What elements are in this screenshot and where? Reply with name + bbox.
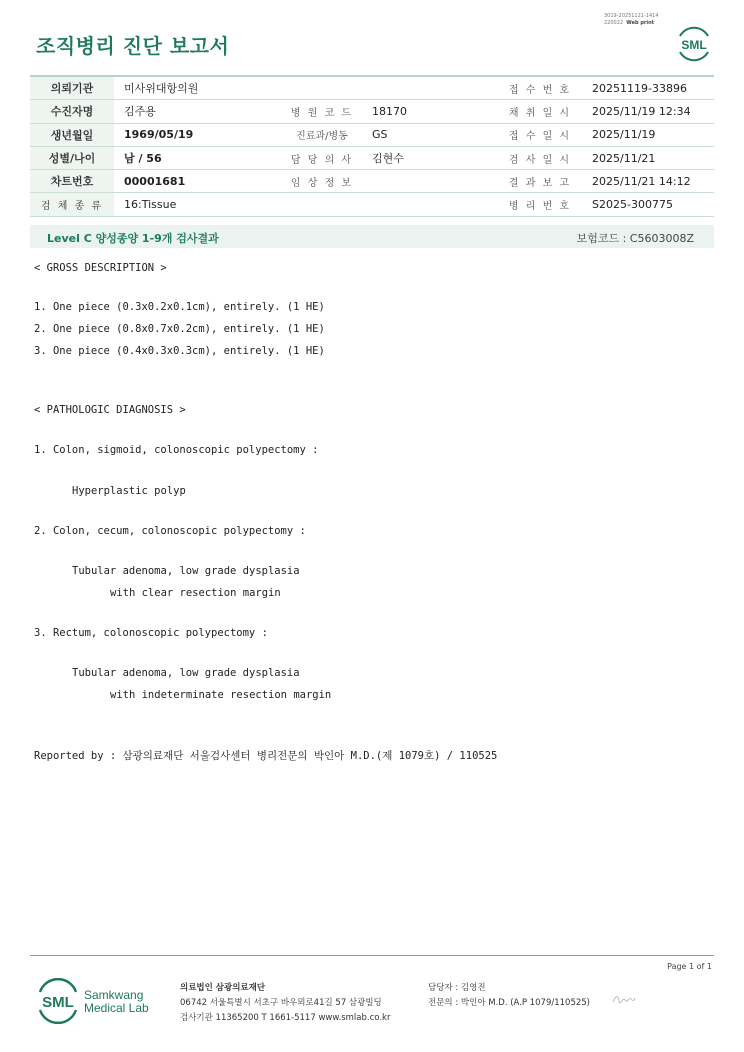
value-hospital-code: 18170 [362, 100, 498, 123]
page-title: 조직병리 진단 보고서 [36, 34, 230, 58]
value-receipt-number: 20251119-33896 [582, 76, 714, 100]
footer-logo [36, 978, 156, 1028]
page-number: Page 1 of 1 [667, 962, 712, 971]
label-hospital-code: 병 원 코 드 [282, 100, 362, 123]
logo-text: SML [42, 994, 74, 1011]
info-row [30, 76, 714, 100]
diagnosis-2-title: 2. Colon, cecum, colonoscopic polypectomy : [34, 525, 306, 537]
gross-item-2: 2. One piece (0.8x0.7x0.2cm), entirely. (1 HE) [34, 323, 325, 335]
value-test-date: 2025/11/21 [582, 146, 714, 169]
web-print-label: Web print [626, 20, 655, 26]
label-specimen-type: 검 체 종 류 [30, 193, 114, 216]
diagnosis-3-title: 3. Rectum, colonoscopic polypectomy : [34, 627, 268, 639]
info-row [30, 100, 714, 123]
value-pathology-number: S2025-300775 [582, 193, 714, 216]
logo-text: SML [681, 38, 707, 52]
info-row [30, 146, 714, 169]
label-patient-name: 수진자명 [30, 100, 114, 123]
test-level-title: Level C 양성종양 1-9개 검사결과 [47, 232, 219, 245]
value-chart-number: 00001681 [114, 170, 282, 193]
label-chart-number: 차트번호 [30, 170, 114, 193]
brand-name [84, 989, 149, 1015]
specialist-name: 전문의 : 박인아 M.D. (A.P 1079/110525) [428, 998, 590, 1008]
value-birth-date: 1969/05/19 [114, 123, 282, 146]
test-level-bar [30, 225, 714, 248]
patient-info-table [30, 75, 714, 217]
value-sex-age: 남 / 56 [114, 146, 282, 169]
label-test-date: 검 사 일 시 [498, 146, 582, 169]
diagnosis-3-result: Tubular adenoma, low grade dysplasia [72, 667, 300, 679]
info-row [30, 193, 714, 216]
staff-info [428, 981, 590, 1011]
label-birth-date: 생년월일 [30, 123, 114, 146]
label-collection-datetime: 채 취 일 시 [498, 100, 582, 123]
manager-name: 담당자 : 김영진 [428, 983, 486, 993]
value-clinical-info [362, 170, 498, 193]
org-address: 06742 서울특별시 서초구 바우뫼로41길 57 삼광빌딩 [180, 998, 382, 1008]
label-requesting-org: 의뢰기관 [30, 76, 114, 100]
gross-item-3: 3. One piece (0.4x0.3x0.3cm), entirely. (1 HE) [34, 345, 325, 357]
label-clinical-info: 임 상 정 보 [282, 170, 362, 193]
reported-by: Reported by : 삼광의료재단 서울검사센터 병리전문의 박인아 M.D.(제 1079호) / 110525 [34, 750, 498, 762]
org-info [180, 981, 390, 1026]
label-result-report: 결 과 보 고 [498, 170, 582, 193]
diagnosis-1-result: Hyperplastic polyp [72, 485, 186, 497]
diagnosis-header: < PATHOLOGIC DIAGNOSIS > [34, 404, 186, 416]
value-result-report: 2025/11/21 14:12 [582, 170, 714, 193]
brand-line1: Samkwang [84, 988, 144, 1002]
label-department: 진료과/병동 [282, 123, 362, 146]
label-pathology-number: 병 리 번 호 [498, 193, 582, 216]
label-doctor: 담 당 의 사 [282, 146, 362, 169]
sml-logo-icon [676, 26, 712, 62]
gross-item-1: 1. One piece (0.3x0.2x0.1cm), entirely. (1 HE) [34, 301, 325, 313]
print-id-line1: 3019-20251121-1414 [604, 13, 659, 19]
value-requesting-org: 미사위대항의원 [114, 76, 498, 100]
footer-divider [30, 955, 714, 956]
brand-line2: Medical Lab [84, 1001, 149, 1015]
info-row [30, 170, 714, 193]
org-name: 의료법인 삼광의료재단 [180, 983, 266, 993]
diagnosis-3-margin: with indeterminate resection margin [110, 689, 332, 701]
value-specimen-type: 16:Tissue [114, 193, 498, 216]
org-contact: 검사기관 11365200 T 1661-5117 www.smlab.co.kr [180, 1013, 391, 1023]
print-id [604, 13, 659, 27]
label-receipt-datetime: 접 수 일 시 [498, 123, 582, 146]
diagnosis-2-margin: with clear resection margin [110, 587, 281, 599]
gross-header: < GROSS DESCRIPTION > [34, 262, 167, 274]
value-patient-name: 김주용 [114, 100, 282, 123]
value-doctor: 김현수 [362, 146, 498, 169]
label-receipt-number: 접 수 번 호 [498, 76, 582, 100]
signature-image [612, 993, 636, 1005]
diagnosis-1-title: 1. Colon, sigmoid, colonoscopic polypectomy : [34, 444, 319, 456]
insurance-code: 보험코드 : C5603008Z [576, 232, 694, 245]
sml-logo-icon [36, 978, 80, 1024]
value-collection-datetime: 2025/11/19 12:34 [582, 100, 714, 123]
print-id-line2: 220022 [604, 20, 624, 26]
info-row [30, 123, 714, 146]
value-receipt-datetime: 2025/11/19 [582, 123, 714, 146]
label-sex-age: 성별/나이 [30, 146, 114, 169]
diagnosis-2-result: Tubular adenoma, low grade dysplasia [72, 565, 300, 577]
value-department: GS [362, 123, 498, 146]
